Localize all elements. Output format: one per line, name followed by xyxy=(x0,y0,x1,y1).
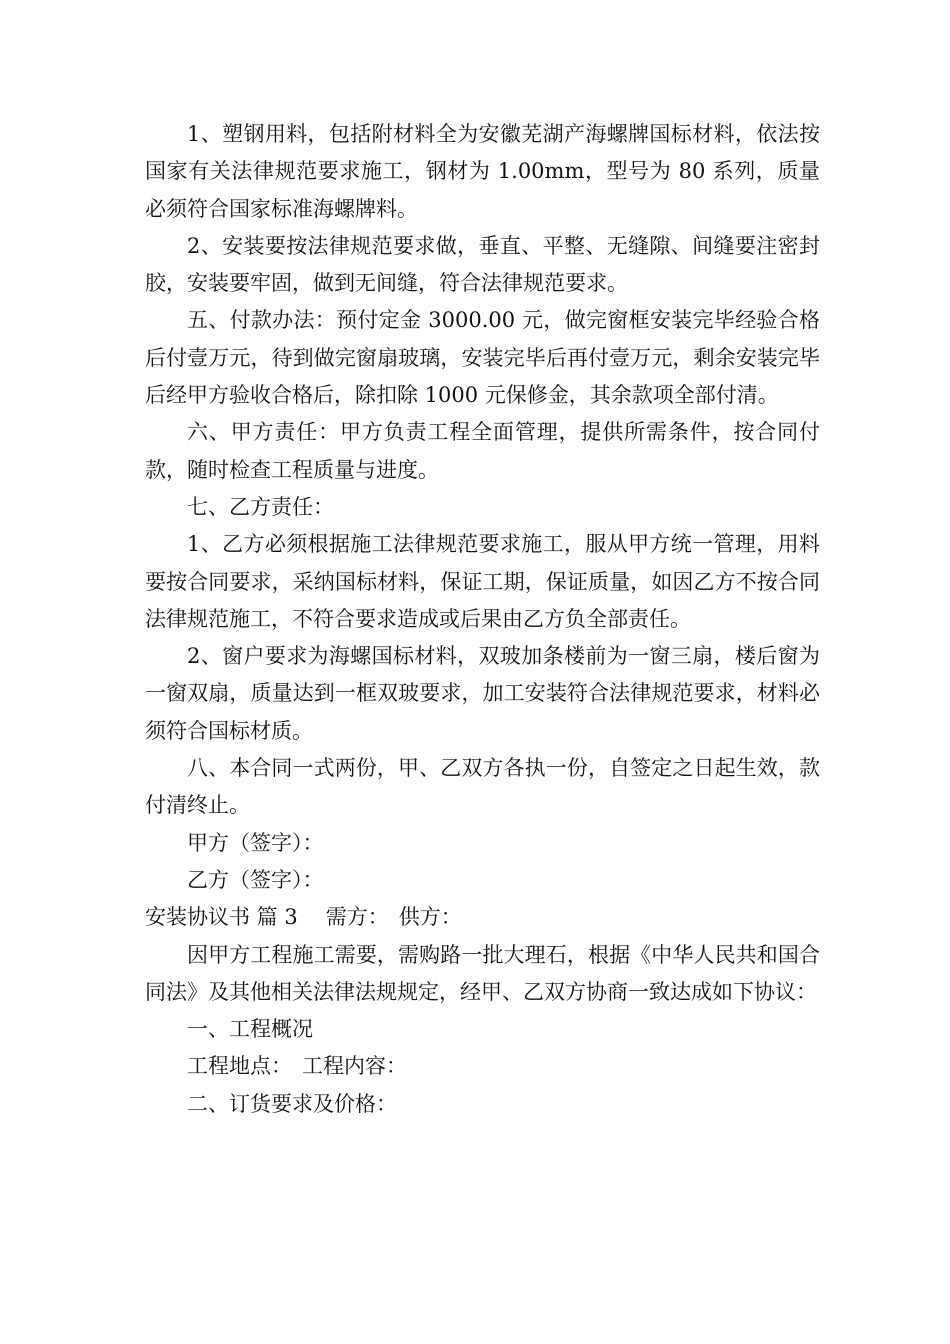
signature-line-party-b: 乙方（签字）： xyxy=(187,867,324,892)
paragraph: 六、甲方责任：甲方负责工程全面管理，提供所需条件，按合同付款，随时检查工程质量与进度。 xyxy=(145,420,820,482)
section-title: 安装协议书 篇 3 xyxy=(145,905,298,930)
paragraph: 一、工程概况 xyxy=(187,1017,313,1042)
paragraph: 五、付款办法：预付定金 3000.00 元，做完窗框安装完毕经验合格后付壹万元，待到做完窗扇玻璃，安装完毕后再付壹万元，剩余安装完毕后经甲方验收合格后，除扣除 1000 元保修金，其余款项全部付清。 xyxy=(145,308,820,408)
paragraph: 1、塑钢用料，包括附材料全为安徽芜湖产海螺牌国标材料，依法按国家有关法律规范要求施工，钢材为 1.00mm，型号为 80 系列，质量必须符合国家标准海螺牌料。 xyxy=(145,122,820,221)
paragraph: 1、乙方必须根据施工法律规范要求施工，服从甲方统一管理，用料要按合同要求，采纳国标材料，保证工期，保证质量，如因乙方不按合同法律规范施工，不符合要求造成或后果由乙方负全部责任。 xyxy=(145,532,820,631)
paragraph: 七、乙方责任： xyxy=(187,494,334,519)
paragraph: 2、安装要按法律规范要求做，垂直、平整、无缝隙、间缝要注密封胶，安装要牢固，做到无间缝，符合法律规范要求。 xyxy=(145,233,820,296)
content-label: 工程内容： xyxy=(302,1054,407,1079)
section-heading-line xyxy=(145,899,820,936)
paragraph: 因甲方工程施工需要，需购路一批大理石，根据《中华人民共和国合同法》及其他相关法律法规规定，经甲、乙双方协商一致达成如下协议： xyxy=(145,942,820,1004)
site-label: 工程地点： xyxy=(187,1054,292,1079)
buyer-label: 需方： xyxy=(325,905,389,930)
supplier-label: 供方： xyxy=(398,905,462,930)
document-body xyxy=(145,116,820,1123)
paragraph: 2、窗户要求为海螺国标材料，双玻加条楼前为一窗三扇，楼后窗为一窗双扇，质量达到一框双玻要求，加工安装符合法律规范要求，材料必须符合国标材质。 xyxy=(145,644,820,743)
site-content-line xyxy=(145,1048,820,1085)
paragraph: 二、订货要求及价格： xyxy=(187,1091,397,1116)
signature-line-party-a: 甲方（签字）： xyxy=(187,830,324,855)
paragraph: 八、本合同一式两份，甲、乙双方各执一份，自签定之日起生效，款付清终止。 xyxy=(145,756,820,818)
